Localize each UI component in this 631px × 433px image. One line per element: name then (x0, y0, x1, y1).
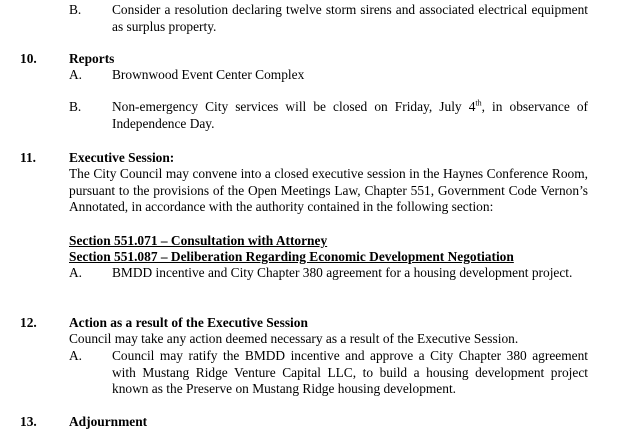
item-text: Non-emergency City services will be closed on Friday, July 4th, in observance of Independence Day. (112, 98, 588, 131)
item-text: Brownwood Event Center Complex (112, 67, 305, 82)
section-title-action: Action as a result of the Executive Session (69, 315, 308, 330)
section-number-reports: 10. (20, 51, 37, 66)
item-text: Council may ratify the BMDD incentive and approve a City Chapter 380 agreement with Mustang Ridge Venture Capital LLC, to build a housing development project known as the Preserve on Mustang Ridge housing development. (112, 348, 588, 397)
item-letter: A. (69, 348, 83, 363)
section-title-reports: Reports (69, 51, 115, 66)
section-number-executive: 11. (20, 150, 36, 165)
section-number-adjournment: 13. (20, 414, 37, 429)
item-letter: B. (69, 2, 82, 17)
item-letter: A. (69, 265, 83, 280)
section-title-executive: Executive Session: (69, 150, 175, 165)
section-title-adjournment: Adjournment (69, 414, 148, 429)
section-number-action: 12. (20, 315, 37, 330)
section-intro-action: Council may take any action deemed necessary as a result of the Executive Session. (69, 331, 519, 346)
item-letter: A. (69, 67, 83, 82)
item-letter: B. (69, 99, 82, 114)
statute-section-551-071: Section 551.071 – Consultation with Attorney (69, 233, 328, 248)
statute-section-551-087: Section 551.087 – Deliberation Regarding Economic Development Negotiation (69, 249, 514, 264)
superscript: th (475, 98, 482, 108)
item-text: BMDD incentive and City Chapter 380 agreement for a housing development project. (112, 265, 573, 280)
item-text: Consider a resolution declaring twelve storm sirens and associated electrical equipment as surplus property. (112, 2, 588, 34)
section-intro-executive: The City Council may convene into a closed executive session in the Haynes Conference Room, pursuant to the provisions of the Open Meetings Law, Chapter 551, Government Code Vernon’s Annotated, in accordance with the authority contained in the following section: (69, 166, 588, 215)
